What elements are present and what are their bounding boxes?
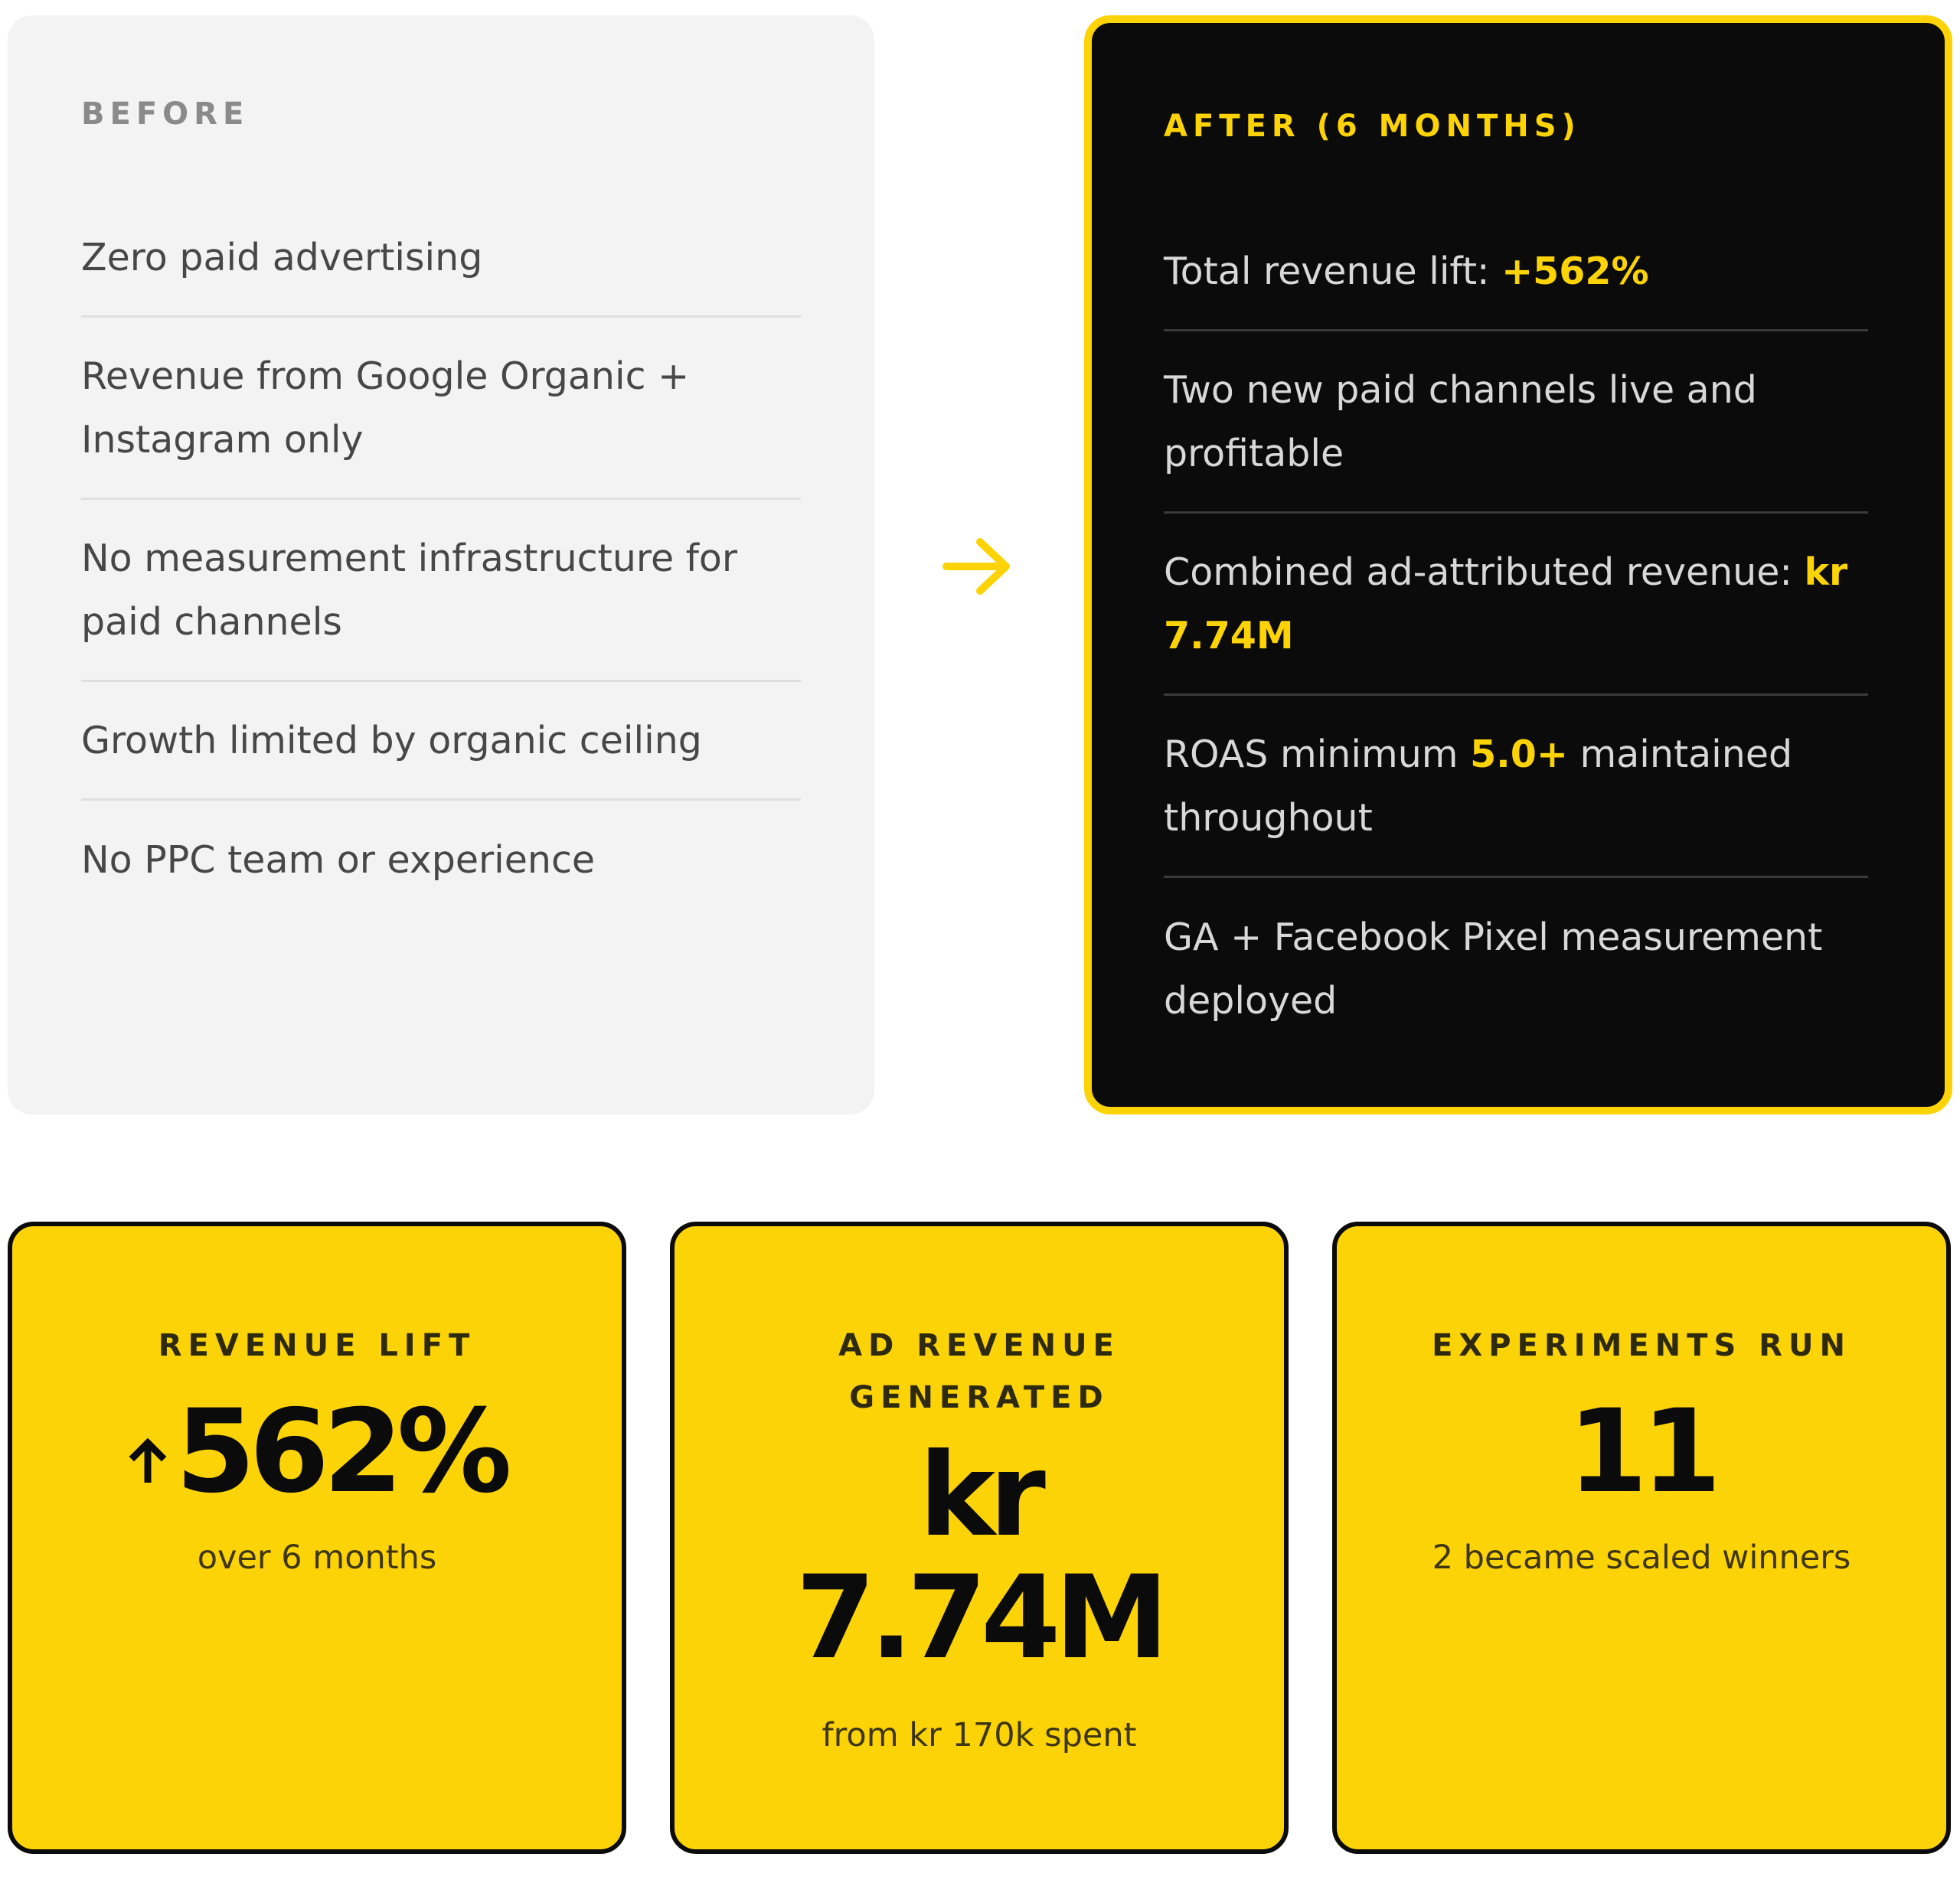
list-item: Zero paid advertising [81, 199, 801, 318]
stat-card-ad-revenue [670, 1222, 1289, 1854]
stat-subtext: from kr 170k spent [822, 1716, 1137, 1754]
list-item: No PPC team or experience [81, 838, 596, 882]
stat-value: 11 [1567, 1385, 1716, 1519]
before-heading: BEFORE [81, 96, 250, 132]
stat-subtext: over 6 months [197, 1539, 437, 1577]
before-card [8, 15, 874, 1114]
after-card [1084, 15, 1952, 1114]
stat-label: EXPERIMENTS RUN [1432, 1328, 1851, 1363]
list-item: Revenue from Google Organic + Instagram only [81, 318, 801, 500]
stat-subtext: 2 became scaled winners [1432, 1539, 1851, 1577]
arrow-up-icon [128, 1437, 168, 1483]
list-item: GA + Facebook Pixel measurement deployed [1164, 915, 1823, 1023]
stat-value: 562% [12, 1387, 622, 1517]
list-item: Growth limited by organic ceiling [81, 682, 801, 801]
list-item: No measurement infrastructure for paid channels [81, 500, 801, 682]
list-item: Combined ad-attributed revenue: kr 7.74M [1164, 514, 1868, 696]
stat-label: AD REVENUE GENERATED [838, 1328, 1120, 1415]
stat-label: REVENUE LIFT [158, 1328, 476, 1363]
list-item: Total revenue lift: +562% [1164, 213, 1868, 331]
after-heading: AFTER (6 MONTHS) [1164, 109, 1581, 144]
stat-card-experiments [1332, 1222, 1951, 1854]
stat-card-revenue-lift [8, 1222, 626, 1854]
arrow-right-icon [942, 536, 1012, 597]
list-item: Two new paid channels live and profitable [1164, 331, 1868, 514]
before-list [81, 199, 801, 919]
stat-value: kr 7.74M [795, 1429, 1163, 1685]
after-list [1164, 213, 1868, 1060]
list-item: ROAS minimum 5.0+ maintained throughout [1164, 696, 1868, 878]
